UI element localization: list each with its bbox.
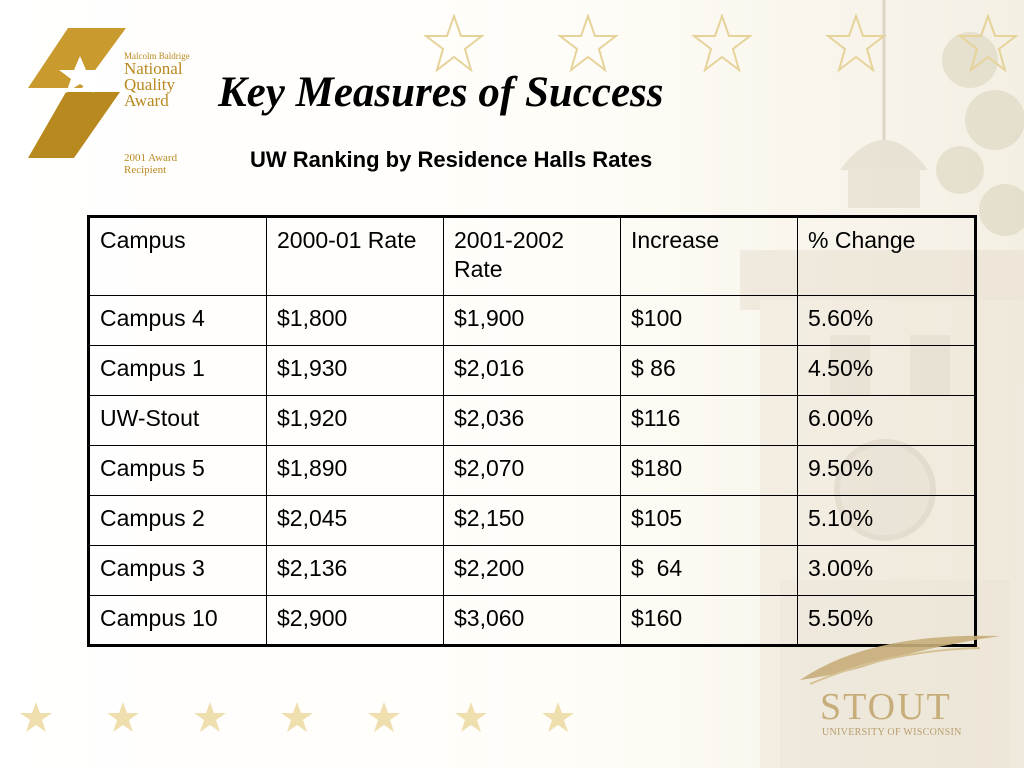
cell-campus: Campus 10 [89,596,267,646]
cell-percent-change: 4.50% [798,346,976,396]
cell-rate-2001: $2,150 [444,496,621,546]
cell-increase: $105 [621,496,798,546]
star-outline-icon [560,16,616,70]
cell-campus: Campus 5 [89,446,267,496]
award-line-5: 2001 Award Recipient [124,152,178,176]
decorative-star-row-bottom [16,700,616,740]
star-outline-icon [960,16,1016,70]
cell-percent-change: 5.60% [798,296,976,346]
cell-percent-change: 3.00% [798,546,976,596]
cell-rate-2000: $1,920 [267,396,444,446]
table-row [89,296,976,346]
cell-rate-2000: $2,900 [267,596,444,646]
cell-rate-2001: $2,036 [444,396,621,446]
cell-rate-2000: $1,890 [267,446,444,496]
cell-rate-2000: $2,136 [267,546,444,596]
cell-increase: $ 64 [621,546,798,596]
cell-rate-2001: $3,060 [444,596,621,646]
cell-rate-2001: $2,016 [444,346,621,396]
table-row [89,546,976,596]
award-line-1: Malcolm Baldrige [124,51,190,61]
star-filled-icon [368,702,400,732]
header-2001-2002-rate: 2001-2002 Rate [444,217,621,296]
star-outline-icon [426,16,482,70]
table-row [89,446,976,496]
stout-university-text: UNIVERSITY OF WISCONSIN [822,727,962,738]
table-header-row [89,217,976,296]
cell-rate-2000: $2,045 [267,496,444,546]
cell-campus: UW-Stout [89,396,267,446]
cell-campus: Campus 4 [89,296,267,346]
header-campus: Campus [89,217,267,296]
cell-percent-change: 5.10% [798,496,976,546]
cell-rate-2000: $1,800 [267,296,444,346]
cell-rate-2001: $2,200 [444,546,621,596]
baldrige-award-logo [28,26,208,176]
cell-percent-change: 5.50% [798,596,976,646]
award-line-2: National [124,59,183,78]
cell-increase: $160 [621,596,798,646]
star-filled-icon [107,702,139,732]
stout-university-logo [800,628,1010,743]
award-line-4: Award [124,91,169,111]
header-percent-change: % Change [798,217,976,296]
star-filled-icon [20,702,52,732]
cell-increase: $116 [621,396,798,446]
residence-hall-rates-table [87,215,977,647]
header-increase: Increase [621,217,798,296]
cell-percent-change: 9.50% [798,446,976,496]
star-filled-icon [455,702,487,732]
star-filled-icon [194,702,226,732]
table-row [89,496,976,546]
star-outline-icon [828,16,884,70]
slide-subtitle: UW Ranking by Residence Halls Rates [250,147,653,172]
cell-rate-2000: $1,930 [267,346,444,396]
cell-campus: Campus 2 [89,496,267,546]
slide-title: Key Measures of Success [218,69,664,116]
cell-rate-2001: $1,900 [444,296,621,346]
cell-percent-change: 6.00% [798,396,976,446]
cell-rate-2001: $2,070 [444,446,621,496]
cell-increase: $180 [621,446,798,496]
star-filled-icon [542,702,574,732]
star-outline-icon [694,16,750,70]
table-row [89,346,976,396]
award-line-3: Quality [124,75,175,95]
star-filled-icon [281,702,313,732]
cell-campus: Campus 3 [89,546,267,596]
stout-name-text: STOUT [820,686,952,728]
header-2000-01-rate: 2000-01 Rate [267,217,444,296]
cell-increase: $ 86 [621,346,798,396]
cell-increase: $100 [621,296,798,346]
table-row [89,396,976,446]
cell-campus: Campus 1 [89,346,267,396]
award-emblem-icon [28,26,128,161]
swoosh-icon [800,628,1010,688]
